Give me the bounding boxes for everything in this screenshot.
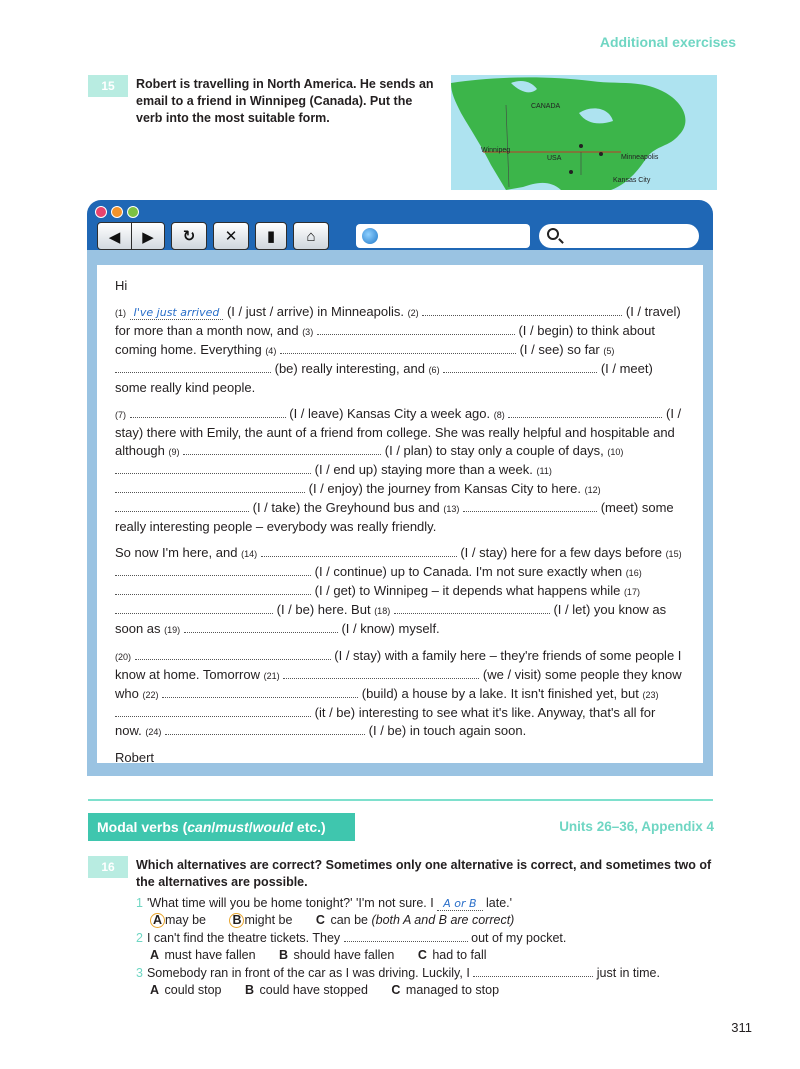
gap-18[interactable] <box>394 602 550 614</box>
maximize-window-dot[interactable] <box>127 206 139 218</box>
search-field[interactable] <box>539 224 699 248</box>
text-14-pre: So now I'm here, and <box>115 545 238 560</box>
text-5: (be) really interesting, and <box>274 361 425 376</box>
gap-9[interactable] <box>183 443 381 455</box>
section-header-label: Additional exercises <box>599 34 736 50</box>
gap-15[interactable] <box>115 564 311 576</box>
option-c[interactable]: C managed to stop <box>391 983 500 997</box>
refresh-icon[interactable]: ↻ <box>171 222 207 250</box>
gap-11[interactable] <box>115 481 305 493</box>
exercise-number-badge: 16 <box>88 856 128 878</box>
text-11: (I / enjoy) the journey from Kansas City to here. <box>308 481 582 496</box>
map-graphic <box>451 75 717 190</box>
address-bar[interactable] <box>356 224 530 248</box>
gap-q3[interactable] <box>473 965 593 977</box>
gap-19[interactable] <box>184 621 338 633</box>
minimize-window-dot[interactable] <box>111 206 123 218</box>
option-a[interactable]: A may be <box>150 913 206 927</box>
gap-24[interactable] <box>165 723 365 735</box>
exercise-number-badge: 15 <box>88 75 128 97</box>
email-signature: Robert <box>115 750 155 765</box>
text-17: (I / be) here. But <box>276 602 371 617</box>
close-window-dot[interactable] <box>95 206 107 218</box>
back-arrow-icon[interactable]: ◀ <box>98 223 131 250</box>
email-paragraph-4: (20) (I / stay) with a family here – they're friends of some people I know at home. Tomorrow (21) (we / visit) some people they know who (22) (build) a house by a lake. It isn't finished yet, but (23) (it / be) interesting to see what it's like. Anyway, that's all for now. (24) (I / be) in touch again soon. <box>115 648 682 738</box>
gap-2[interactable] <box>422 304 622 316</box>
text-20: (I / stay) with a family here – they're friends of some people I know at home. Tomorrow <box>115 648 682 682</box>
text-13: (meet) some really interesting people – everybody was really friendly. <box>115 500 674 534</box>
text-3: (I / begin) to think about coming home. Everything <box>115 323 656 357</box>
question-3: 3 Somebody ran in front of the car as I was driving. Luckily, I just in time. <box>136 966 660 980</box>
text-15: (I / continue) up to Canada. I'm not sure exactly when <box>314 564 623 579</box>
text-24: (I / be) in touch again soon. <box>368 723 527 738</box>
question-1: 1 'What time will you be home tonight?' 'I'm not sure. I A or B late.' <box>136 896 513 910</box>
answer-q1: A or B <box>437 898 482 911</box>
options-q1 <box>150 912 534 929</box>
text-18: (I / let) you know as soon as <box>115 602 667 636</box>
forward-arrow-icon[interactable]: ▶ <box>131 223 164 250</box>
text-23: (it / be) interesting to see what it's like. Anyway, that's all for now. <box>115 705 656 738</box>
window-controls <box>95 206 139 218</box>
text-2: (I / travel) for more than a month now, and <box>115 304 681 338</box>
text-22: (build) a house by a lake. It isn't finished yet, but <box>361 686 639 701</box>
gap-3[interactable] <box>317 323 515 335</box>
globe-icon <box>362 228 378 244</box>
email-paragraph-2: (7) (I / leave) Kansas City a week ago. (8) (I / stay) there with Emily, the aunt of a friend from college. She was really helpful and hospitable and although (9) (I / plan) to stay only a couple of days, (10) (I / end up) staying more than a week. (11) (I / enjoy) the journey from Kansas City to here. (12) (I / take) the Greyhound bus and (13) (meet) some really interesting people – everybody was really friendly. <box>115 406 682 534</box>
browser-window <box>87 200 713 776</box>
option-a[interactable]: A must have fallen <box>150 948 256 962</box>
close-icon[interactable]: ✕ <box>213 222 249 250</box>
gap-4[interactable] <box>280 342 516 354</box>
answer-1: I've just arrived <box>130 307 224 320</box>
text-9: (I / plan) to stay only a couple of days, <box>384 443 604 458</box>
gap-23[interactable] <box>115 705 311 717</box>
section-title: Modal verbs (can/must/would etc.) <box>88 813 355 841</box>
options-q3 <box>150 982 519 999</box>
text-7: (I / leave) Kansas City a week ago. <box>289 406 491 421</box>
text-12: (I / take) the Greyhound bus and <box>252 500 440 515</box>
gap-q2[interactable] <box>344 930 468 942</box>
gap-8[interactable] <box>508 406 662 418</box>
text-1: (I / just / arrive) in Minneapolis. <box>226 304 404 319</box>
map-label-canada: CANADA <box>531 103 561 110</box>
gap-10[interactable] <box>115 462 311 474</box>
text-19: (I / know) myself. <box>341 621 440 636</box>
option-a[interactable]: A could stop <box>150 983 222 997</box>
email-paragraph-1: (1) I've just arrived (I / just / arrive) in Minneapolis. (2) (I / travel) for more than a month now, and (3) (I / begin) to think about coming home. Everything (4) (I / see) so far (5) (be) really interesting, and (6) (I / meet) some really kind people. <box>115 304 681 395</box>
text-16: (I / get) to Winnipeg – it depends what happens while <box>314 583 621 598</box>
section-divider <box>88 799 713 801</box>
gap-22[interactable] <box>162 686 358 698</box>
text-8: (I / stay) there with Emily, the aunt of a friend from college. She was really helpful and hospitable and although <box>115 406 682 458</box>
map-label-winnipeg: Winnipeg <box>481 147 511 154</box>
north-america-map <box>451 75 717 190</box>
email-body <box>97 265 703 763</box>
exercise-instruction: Robert is travelling in North America. He sends an email to a friend in Winnipeg (Canada). Put the verb into the most suitable form. <box>136 77 434 125</box>
section-units-reference: Units 26–36, Appendix 4 <box>559 819 714 834</box>
email-greeting: Hi <box>115 278 128 293</box>
gap-16[interactable] <box>115 583 311 595</box>
email-paragraph-3: So now I'm here, and (14) (I / stay) here for a few days before (15) (I / continue) up to Canada. I'm not sure exactly when (16) (I / get) to Winnipeg – it depends what happens while (17) (I / be) here. But (18) (I / let) you know as soon as (19) (I / know) myself. <box>115 545 682 636</box>
home-icon[interactable]: ⌂ <box>293 222 329 250</box>
map-label-usa: USA <box>547 155 562 162</box>
question-2: 2 I can't find the theatre tickets. They out of my pocket. <box>136 931 567 945</box>
gap-21[interactable] <box>283 667 479 679</box>
gap-14[interactable] <box>261 545 457 557</box>
option-b[interactable]: B should have fallen <box>279 948 395 962</box>
text-6: (I / meet) some really kind people. <box>115 361 653 395</box>
text-21: (we / visit) some people they know who <box>115 667 682 701</box>
search-icon <box>547 228 559 240</box>
text-4: (I / see) so far <box>519 342 600 357</box>
text-14: (I / stay) here for a few days before <box>460 545 662 560</box>
map-label-kansas-city: Kansas City <box>613 177 651 184</box>
gap-20[interactable] <box>135 648 331 660</box>
nav-buttons <box>97 222 165 250</box>
bookmark-icon[interactable]: ▮ <box>255 222 287 250</box>
exercise-instruction: Which alternatives are correct? Sometimes only one alternative is correct, and sometimes two of the alternatives are possible. <box>136 858 712 889</box>
gap-7[interactable] <box>130 406 286 418</box>
browser-toolbar <box>97 222 329 250</box>
gap-5[interactable] <box>115 361 271 373</box>
option-b[interactable]: B could have stopped <box>244 983 368 997</box>
gap-12[interactable] <box>115 500 249 512</box>
options-q2 <box>150 947 507 964</box>
gap-17[interactable] <box>115 602 273 614</box>
text-10: (I / end up) staying more than a week. <box>314 462 533 477</box>
option-c[interactable]: C can be (both A and B are correct) <box>315 913 515 927</box>
option-c[interactable]: C had to fall <box>417 948 487 962</box>
gap-6[interactable] <box>443 361 597 373</box>
option-b[interactable]: B might be <box>229 913 292 927</box>
page-number: 311 <box>731 1020 752 1035</box>
gap-13[interactable] <box>463 500 597 512</box>
map-label-minneapolis: Minneapolis <box>621 154 659 161</box>
